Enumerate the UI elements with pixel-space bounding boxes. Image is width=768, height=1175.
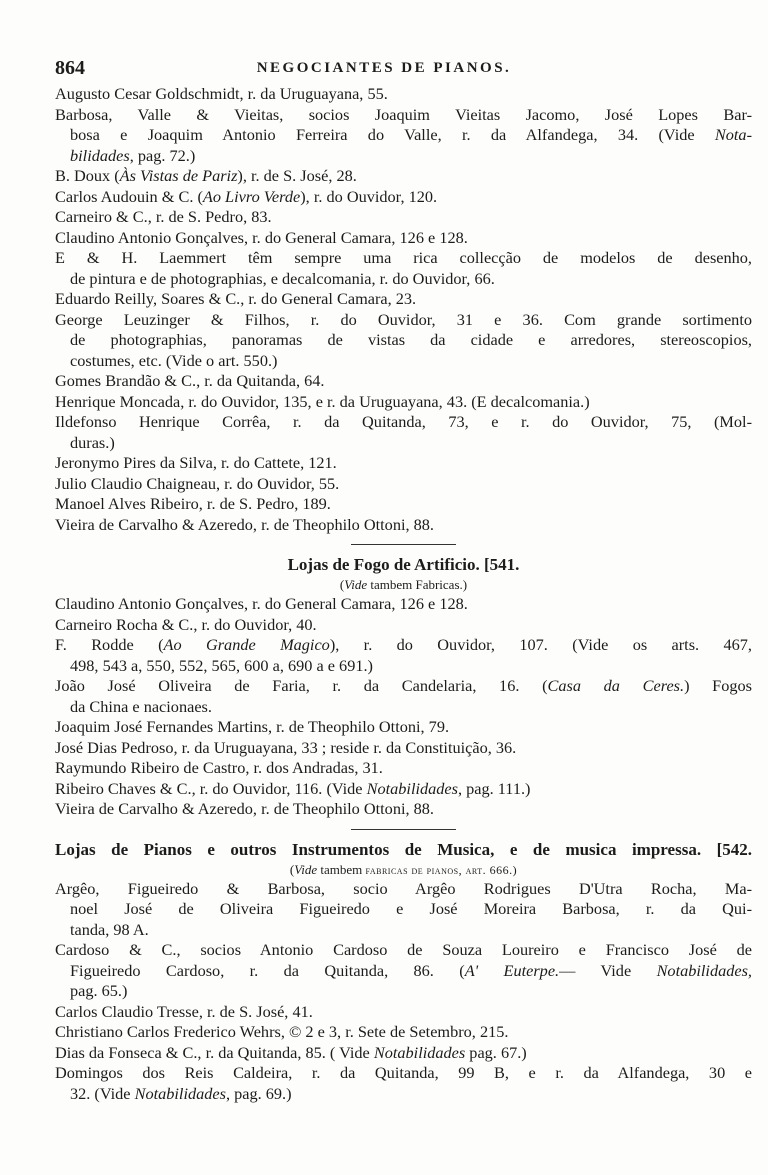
section-negociantes-de-pianos — [55, 84, 752, 535]
entry-line — [55, 920, 752, 941]
entry-text: Dias da Fonseca & C., r. da Quitanda, 85. ( Vide — [55, 1042, 374, 1062]
entry-line — [55, 515, 752, 536]
entry-line — [55, 228, 752, 249]
entry-text: Carlos Audouin & C. ( — [55, 186, 203, 206]
sub-rest: tambem Fabricas.) — [367, 577, 468, 592]
entry-line — [55, 166, 752, 187]
directory-entry — [55, 1022, 752, 1043]
sub-rest: tambem — [317, 861, 366, 877]
entry-text: pag. 65.) — [70, 981, 128, 1000]
entry-line — [55, 758, 752, 779]
entry-text: Joaquim José Fernandes Martins, r. de Theophilo Ottoni, 79. — [55, 717, 450, 736]
entry-italic-text: Notabilidades — [366, 778, 458, 798]
entry-line — [55, 799, 752, 820]
entry-line — [55, 453, 752, 474]
entry-text: ), r. do Ouvidor, 120. — [300, 186, 438, 206]
entry-line — [55, 310, 752, 331]
directory-entry — [55, 105, 752, 167]
entry-text: da China e nacionaes. — [70, 696, 212, 716]
directory-entry — [55, 615, 752, 636]
entry-text: pag. 67.) — [465, 1042, 527, 1062]
entry-text: E & H. Laemmert têm sempre uma rica collecção de modelos de desenho, — [55, 248, 752, 267]
entry-list — [55, 594, 752, 820]
entry-text: Carneiro & C., r. de S. Pedro, 83. — [55, 207, 272, 226]
directory-entry — [55, 310, 752, 372]
directory-entry — [55, 453, 752, 474]
directory-entry — [55, 1043, 752, 1064]
entry-text: ), r. de S. José, 28. — [237, 166, 357, 185]
entry-text: , pag. 69.) — [225, 1083, 292, 1103]
entry-line — [55, 289, 752, 310]
directory-entry — [55, 515, 752, 536]
entry-italic-text: Ao Livro Verde — [202, 186, 301, 206]
entry-text: de pintura e de photographias, e decalcomania, r. do Ouvidor, 66. — [70, 268, 495, 288]
directory-entry — [55, 879, 752, 941]
entry-line — [55, 961, 752, 982]
directory-entry — [55, 474, 752, 495]
entry-line — [55, 879, 752, 900]
entry-line — [55, 615, 752, 636]
entry-text: Ribeiro Chaves & C., r. do Ouvidor, 116. (Vide — [55, 778, 367, 798]
entry-line — [55, 635, 752, 656]
sub-open: ( — [289, 861, 295, 877]
directory-entry — [55, 779, 752, 800]
entry-text: costumes, etc. (Vide o art. 550.) — [70, 350, 278, 370]
directory-entry — [55, 187, 752, 208]
entry-text: ), r. do Ouvidor, 107. (Vide os arts. 467, — [329, 635, 752, 654]
entry-text: Manoel Alves Ribeiro, r. de S. Pedro, 189. — [55, 494, 331, 513]
directory-entry — [55, 371, 752, 392]
divider — [351, 829, 456, 830]
entry-text: Carneiro Rocha & C., r. do Ouvidor, 40. — [55, 614, 317, 634]
entry-line — [55, 697, 752, 718]
entry-text: noel José de Oliveira Figueiredo e José Moreira Barbosa, r. da Qui- — [70, 899, 752, 918]
entry-text: , pag. 72.) — [129, 145, 196, 165]
directory-entry — [55, 289, 752, 310]
entry-line — [55, 207, 752, 228]
entry-text: Augusto Cesar Goldschmidt, r. da Uruguayana, 55. — [55, 84, 388, 103]
entry-line — [55, 371, 752, 392]
running-head: NEGOCIANTES DE PIANOS. — [256, 60, 512, 76]
entry-italic-text: Nota- — [714, 125, 752, 144]
entry-text: George Leuzinger & Filhos, r. do Ouvidor, 31 e 36. Com grande sortimento — [55, 309, 752, 329]
entry-line — [55, 474, 752, 495]
directory-entry — [55, 940, 752, 1002]
entry-italic-text: Notabilidades, — [656, 960, 752, 980]
entry-text: ) Fogos — [684, 676, 752, 695]
entry-line — [55, 433, 752, 454]
entry-text: Ildefonso Henrique Corrêa, r. da Quitanda, 73, e r. do Ouvidor, 75, (Mol- — [55, 412, 752, 431]
entry-text: Vieira de Carvalho & Azeredo, r. de Theophilo Ottoni, 88. — [55, 514, 434, 534]
directory-entry — [55, 799, 752, 820]
entry-text: tanda, 98 A. — [70, 919, 149, 939]
directory-entry — [55, 635, 752, 676]
entry-line — [55, 594, 752, 615]
sub-vide: Vide — [344, 577, 368, 592]
entry-line — [55, 412, 752, 433]
entry-line — [55, 656, 752, 677]
directory-entry — [55, 1063, 752, 1104]
directory-entry — [55, 248, 752, 289]
directory-entry — [55, 676, 752, 717]
entry-line — [55, 351, 752, 372]
entry-list — [55, 879, 752, 1105]
entry-line — [55, 717, 752, 738]
entry-text: B. Doux ( — [55, 166, 120, 185]
sub-open: ( — [339, 577, 345, 592]
entry-line — [55, 738, 752, 759]
entry-italic-text: Notabilidades — [373, 1042, 466, 1062]
entry-text: 498, 543 a, 550, 552, 565, 600 a, 690 a e 691.) — [70, 655, 373, 675]
entry-text: Julio Claudio Chaigneau, r. do Ouvidor, 55. — [55, 473, 340, 493]
entry-italic-text: Ao Grande Magico — [163, 635, 330, 654]
entry-line — [55, 84, 752, 105]
entry-line — [55, 248, 752, 269]
entry-text: de photographias, panoramas de vistas da cidade e arredores, stereoscopios, — [70, 330, 752, 349]
entry-line — [55, 1084, 752, 1105]
directory-entry — [55, 738, 752, 759]
entry-text: Raymundo Ribeiro de Castro, r. dos Andradas, 31. — [55, 758, 383, 777]
section-lojas-de-fogo-de-artificio — [55, 554, 752, 820]
directory-entry — [55, 228, 752, 249]
entry-text: Domingos dos Reis Caldeira, r. da Quitanda, 99 B, e r. da Alfandega, 30 e — [55, 1063, 752, 1082]
directory-entry — [55, 412, 752, 453]
directory-entry — [55, 717, 752, 738]
entry-text: Carlos Claudio Tresse, r. de S. José, 41. — [55, 1001, 313, 1021]
section-subheading — [55, 576, 752, 594]
directory-entry — [55, 166, 752, 187]
entry-text: Christiano Carlos Frederico Wehrs, © 2 e 3, r. Sete de Setembro, 215. — [55, 1022, 509, 1041]
section-heading: Lojas de Fogo de Artificio. [541. — [287, 555, 520, 574]
directory-entry — [55, 1002, 752, 1023]
entry-line — [55, 494, 752, 515]
entry-text: Jeronymo Pires da Silva, r. do Cattete, 121. — [55, 453, 337, 472]
entry-text: bosa e Joaquim Antonio Ferreira do Valle, r. da Alfandega, 34. (Vide — [70, 125, 715, 144]
entry-italic-text: A' Euterpe. — [464, 960, 560, 980]
entry-text: — Vide — [559, 960, 657, 980]
directory-entry — [55, 392, 752, 413]
entry-line — [55, 1063, 752, 1084]
directory-entry — [55, 758, 752, 779]
entry-text: Barbosa, Valle & Vieitas, socios Joaquim Vieitas Jacomo, José Lopes Bar- — [55, 104, 752, 124]
entry-text: Vieira de Carvalho & Azeredo, r. de Theophilo Ottoni, 88. — [55, 799, 434, 818]
divider — [351, 544, 456, 545]
directory-entry — [55, 207, 752, 228]
entry-text: Figueiredo Cardoso, r. da Quitanda, 86. ( — [70, 960, 465, 980]
entry-line — [55, 269, 752, 290]
entry-line — [55, 1002, 752, 1023]
entry-text: Henrique Moncada, r. do Ouvidor, 135, e r. da Uruguayana, 43. (E decalcomania.) — [55, 391, 590, 411]
entry-text: Eduardo Reilly, Soares & C., r. do General Camara, 23. — [55, 289, 417, 308]
entry-line — [55, 940, 752, 961]
entry-text: Claudino Antonio Gonçalves, r. do General Camara, 126 e 128. — [55, 594, 468, 613]
page-number: 864 — [55, 57, 85, 79]
sub-smallcaps: fabricas de pianos, art. 666.) — [365, 862, 518, 877]
directory-entry — [55, 494, 752, 515]
entry-line — [55, 146, 752, 167]
entry-line — [55, 981, 752, 1002]
entry-line — [55, 1043, 752, 1064]
entry-text: Argêo, Figueiredo & Barbosa, socio Argêo Rodrigues D'Utra Rocha, Ma- — [55, 878, 752, 898]
entry-italic-text: Às Vistas de Pariz — [119, 166, 238, 185]
entry-line — [55, 392, 752, 413]
entry-italic-text: bilidades — [70, 145, 130, 165]
entry-line — [55, 187, 752, 208]
page-body — [55, 84, 752, 1104]
directory-entry — [55, 594, 752, 615]
section-heading: Lojas de Pianos e outros Instrumentos de Musica, e de musica impressa. [542. — [55, 839, 752, 859]
entry-text: F. Rodde ( — [55, 635, 164, 654]
section-lojas-de-pianos — [55, 839, 752, 1105]
entry-text: 32. (Vide — [70, 1083, 135, 1103]
entry-line — [55, 899, 752, 920]
sub-vide: Vide — [294, 861, 318, 877]
entry-text: , pag. 111.) — [457, 778, 531, 798]
entry-text: José Dias Pedroso, r. da Uruguayana, 33 ; reside r. da Constituição, 36. — [55, 737, 517, 757]
entry-line — [55, 779, 752, 800]
entry-text: Gomes Brandão & C., r. da Quitanda, 64. — [55, 371, 325, 390]
entry-line — [55, 330, 752, 351]
directory-entry — [55, 84, 752, 105]
entry-italic-text: Casa da Ceres. — [547, 676, 685, 695]
entry-text: João José Oliveira de Faria, r. da Candelaria, 16. ( — [55, 676, 548, 695]
entry-text: duras.) — [70, 432, 115, 452]
entry-line — [55, 1022, 752, 1043]
section-subheading — [55, 861, 752, 879]
entry-line — [55, 125, 752, 146]
entry-italic-text: Notabilidades — [134, 1083, 226, 1103]
entry-line — [55, 105, 752, 126]
entry-line — [55, 676, 752, 697]
entry-text: Claudino Antonio Gonçalves, r. do General Camara, 126 e 128. — [55, 227, 468, 247]
entry-text: Cardoso & C., socios Antonio Cardoso de Souza Loureiro e Francisco José de — [55, 940, 752, 959]
